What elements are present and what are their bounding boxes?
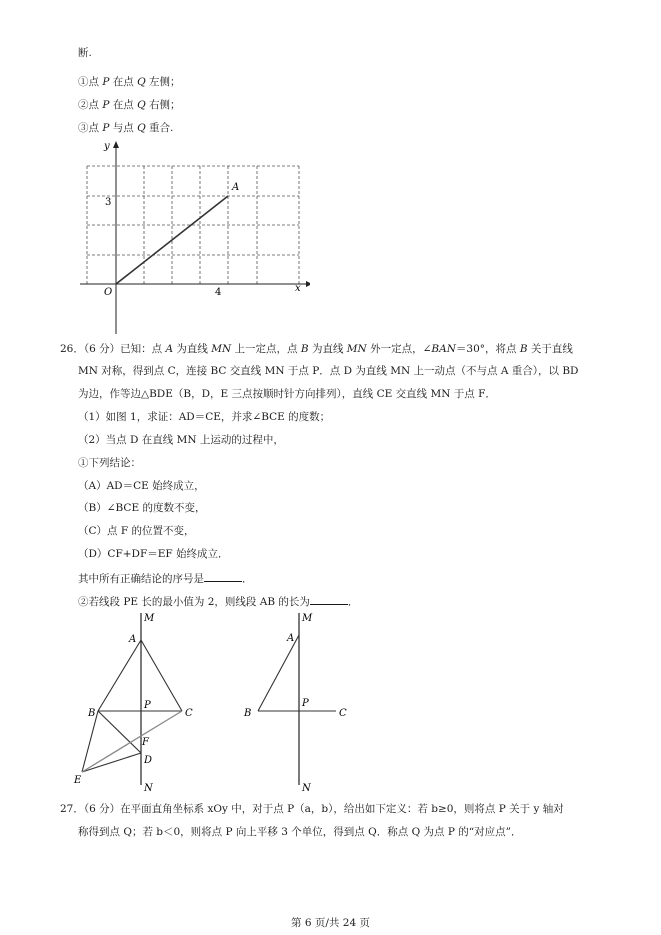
label-F: F <box>142 737 149 748</box>
x-tick-label: 4 <box>215 287 222 298</box>
line-CE <box>82 711 182 772</box>
figure-2 <box>235 605 365 795</box>
dashed-grid <box>87 166 299 284</box>
y-tick-label: 3 <box>105 197 112 208</box>
q26-option-B: （B）∠BCE 的度数不变， <box>78 502 206 514</box>
page-footer: 第 6 页/共 24 页 <box>291 917 370 929</box>
q26-part-2: （2）当点 D 在直线 MN 上运动的过程中， <box>78 434 284 446</box>
segment-OA <box>116 196 228 284</box>
label-P-2: P <box>302 698 309 709</box>
y-axis-label: y <box>104 141 110 152</box>
label-A-2: A <box>287 633 295 644</box>
continued-text: 断. <box>78 47 92 59</box>
q26-option-A: （A）AD＝CE 始终成立， <box>78 480 205 492</box>
q26-line-1: 26．（6 分）已知：点 A 为直线 MN 上一定点，点 B 为直线 MN 外一定点，∠BAN＝30°，将点 B 关于直线 <box>60 343 573 355</box>
origin-label: O <box>104 287 113 298</box>
x-axis-label: x <box>295 283 301 294</box>
label-N-2: N <box>302 783 311 794</box>
q27-line-2: 称得到点 Q；若 b＜0，则将点 P 向上平移 3 个单位，得到点 Q．称点 Q 为点 P 的“对应点”． <box>78 826 522 838</box>
x-axis-arrow-icon <box>306 281 310 287</box>
q26-option-C: （C）点 F 的位置不变， <box>78 525 195 537</box>
q27-line-1: 27．（6 分）在平面直角坐标系 xOy 中，对于点 P（a，b），给出如下定义：若 b≥0，则将点 P 关于 y 轴对 <box>60 803 564 815</box>
option-2: ②点 P 在点 Q 右侧； <box>78 99 181 111</box>
label-A: A <box>129 634 137 645</box>
label-D: D <box>144 755 153 766</box>
q26-line-3: 为边，作等边△BDE（B，D，E 三点按顺时针方向排列），直线 CE 交直线 MN 于点 F． <box>78 388 496 400</box>
label-B-2: B <box>244 708 252 719</box>
answer-blank-2[interactable] <box>310 593 348 605</box>
q26-sub-1: ①下列结论： <box>78 457 141 469</box>
q26-part-1: （1）如图 1，求证：AD＝CE，并求∠BCE 的度数； <box>78 411 331 423</box>
figure-1 <box>70 605 230 795</box>
coordinate-grid-figure <box>70 138 310 338</box>
answer-blank-1[interactable] <box>204 570 242 582</box>
label-B: B <box>88 708 96 719</box>
q26-ask-1: 其中所有正确结论的序号是 ． <box>78 570 253 586</box>
label-C-2: C <box>339 708 347 719</box>
option-3: ③点 P 与点 Q 重合. <box>78 122 174 134</box>
label-E: E <box>74 775 82 786</box>
label-C: C <box>185 708 193 719</box>
figure-1-segments <box>82 640 182 772</box>
q26-ask-2: ②若线段 PE 长的最小值为 2，则线段 AB 的长为 ． <box>78 593 358 609</box>
label-M: M <box>144 613 155 624</box>
q26-line-2: MN 对称，得到点 C，连接 BC 交直线 MN 于点 P．点 D 为直线 MN 上一动点（不与点 A 重合），以 BD <box>78 365 579 377</box>
figure-2-segments <box>258 635 336 711</box>
y-axis-arrow-icon <box>113 141 119 148</box>
label-N: N <box>144 783 153 794</box>
option-1: ①点 P 在点 Q 左侧； <box>78 76 181 88</box>
label-P: P <box>144 700 151 711</box>
label-M-2: M <box>302 613 313 624</box>
q26-option-D: （D）CF+DF＝EF 始终成立． <box>78 548 229 560</box>
point-A-label: A <box>232 182 240 193</box>
